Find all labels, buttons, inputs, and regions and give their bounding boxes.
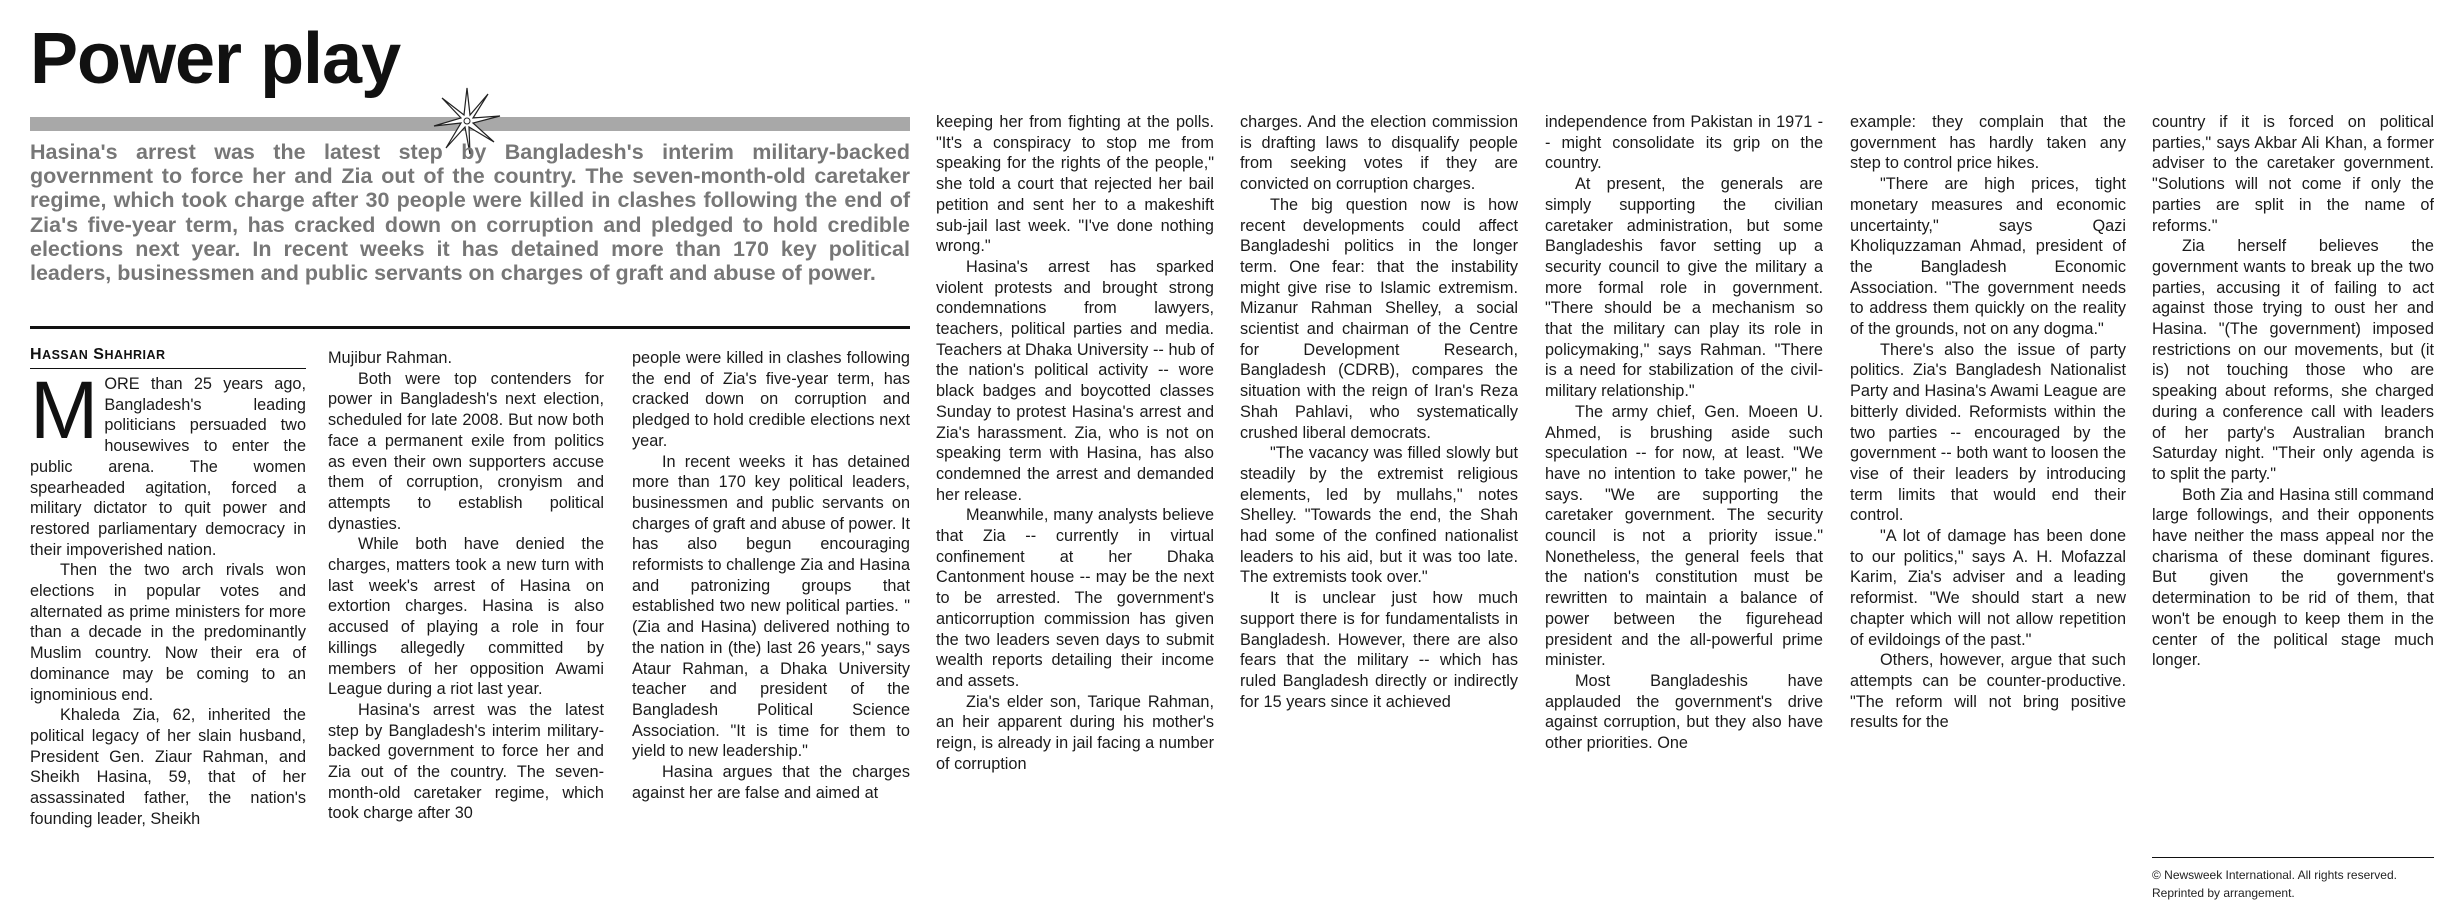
copyright-line: © Newsweek International. All rights reserved. xyxy=(2152,868,2397,882)
paragraph: country if it is forced on political parties," says Akbar Ali Khan, a former adviser to the caretaker government. "Solutions will not come if only the parties are split in the name of reforms." xyxy=(2152,113,2434,235)
article-column-2 xyxy=(328,348,604,914)
paragraph: The army chief, Gen. Moeen U. Ahmed, is brushing aside such speculation -- for now, at least. "We have no intention to take power," he says. "We are supporting the caretaker government. The security council is not a priority issue." Nonetheless, the general feels that the nation's constitution must be rewritten to maintain a balance of power between the figurehead president and the all-powerful prime minister. xyxy=(1545,402,1823,670)
paragraph: Hasina's arrest was the latest step by Bangladesh's interim military-backed government to force her and Zia out of the country. The seven-month-old caretaker regime, which took charge after 30 xyxy=(328,700,604,823)
article-column-3 xyxy=(632,348,910,914)
copyright-notice xyxy=(2152,857,2434,902)
paragraph: people were killed in clashes following the end of Zia's five-year term, has cracked down on corruption and pledged to hold credible elections next year. xyxy=(632,349,910,450)
paragraph: At present, the generals are simply supporting the civilian caretaker administration, but some Bangladeshis favor setting up a security council to give the military a more formal role in government. "There should be a mechanism so that the military can play its role in policymaking," says Rahman. "There is a need for stabilization of the civil-military relationship." xyxy=(1545,175,1823,401)
paragraph: independence from Pakistan in 1971 -- might consolidate its grip on the country. xyxy=(1545,113,1823,173)
paragraph: Others, however, argue that such attempts can be counter-productive. "The reform will not bring positive results for the xyxy=(1850,651,2126,732)
paragraph: Mujibur Rahman. xyxy=(328,349,452,367)
article-column-6 xyxy=(1545,112,1823,914)
paragraph: Zia's elder son, Tarique Rahman, an heir apparent during his mother's reign, is already in jail facing a number of corruption xyxy=(936,692,1214,773)
article-column-1 xyxy=(30,374,306,914)
paragraph: Both Zia and Hasina still command large followings, and their opponents have neither the mass appeal nor the charisma of these dominant figures. But given the government's determination to be rid of them, that won't be enough to keep them in the center of the political stage much longer. xyxy=(2152,485,2434,670)
paragraph: The big question now is how recent developments could affect Bangladeshi politics in the longer term. One fear: that the instability might give rise to Islamic extremism. Mizanur Rahman Shelley, a social scientist and chairman of the Centre for Development Research, Bangladesh (CDRB), compares the situation with the reign of Iran's Reza Shah Pahlavi, who systematically crushed liberal democrats. xyxy=(1240,195,1518,442)
paragraph: Hasina argues that the charges against her are false and aimed at xyxy=(632,763,910,802)
paragraph: MORE than 25 years ago, Bangladesh's leading politicians persuaded two housewives to enter the public arena. The women spearheaded agitation, forced a military dictator to quit power and restored parliamentary democracy in their impoverished nation. xyxy=(30,374,306,559)
article-column-8 xyxy=(2152,112,2434,852)
drop-cap: M xyxy=(30,374,99,456)
paragraph: "The vacancy was filled slowly but steadily by the extremist religious elements, led by mullahs," notes Shelley. "Towards the end, the Shah had some of the confined nationalist leaders to his aid, but it was too late. The extremists took over." xyxy=(1240,444,1518,587)
paragraph: Both were top contenders for power in Bangladesh's next election, scheduled for late 2008. But now both face a permanent exile from politics as even their own supporters accuse them of corruption, cronyism and attempts to establish political dynasties. xyxy=(328,369,604,533)
paragraph: example: they complain that the government has hardly taken any step to control price hikes. xyxy=(1850,113,2126,173)
reprint-line: Reprinted by arrangement. xyxy=(2152,886,2295,900)
article-deck: Hasina's arrest was the latest step by Bangladesh's interim military-backed government to force her and Zia out of the country. The seven-month-old caretaker regime, which took charge after 30 people were killed in clashes following the end of Zia's five-year term, has cracked down on corruption and pledged to hold credible elections next year. In recent weeks it has detained more than 170 key political leaders, businessmen and public servants on charges of graft and abuse of power. xyxy=(30,140,910,286)
paragraph: Khaleda Zia, 62, inherited the political legacy of her slain husband, President Gen. Ziaur Rahman, and Sheikh Hasina, 59, that of her assassinated father, the nation's founding leader, Sheikh xyxy=(30,706,306,828)
paragraph: While both have denied the charges, matters took a new turn with last week's arrest of Hasina on extortion charges. Hasina is also accused of playing a role in four killings allegedly committed by members of her opposition Awami League during a riot last year. xyxy=(328,535,604,699)
paragraph: There's also the issue of party politics. Zia's Bangladesh Nationalist Party and Hasina's Awami League are bitterly divided. Reformists within the two parties -- encouraged by the government -- both want to loosen the vise of their leaders by introducing term limits that would end their control. xyxy=(1850,340,2126,525)
paragraph: Most Bangladeshis have applauded the government's drive against corruption, but they also have other priorities. One xyxy=(1545,671,1823,753)
byline: HASSAN SHAHRIAR xyxy=(30,345,306,369)
paragraph: Hasina's arrest has sparked violent protests and brought strong condemnations from lawyers, teachers, political parties and media. Teachers at Dhaka University -- hub of the nation's political activity -- wore black badges and boycotted classes Sunday to protest Hasina's arrest and Zia's harassment. Zia, who is not on speaking term with Hasina, has also condemned the arrest and demanded her release. xyxy=(936,257,1214,504)
deck-rule xyxy=(30,326,910,329)
paragraph: "A lot of damage has been done to our politics," says A. H. Mofazzal Karim, Zia's adviser and a leading reformist. "We should start a new chapter which will not allow repetition of evildoings of the past." xyxy=(1850,527,2126,649)
article-column-5 xyxy=(1240,112,1518,914)
paragraph: Then the two arch rivals won elections in popular votes and alternated as prime ministers for more than a decade in the predominantly Muslim country. Now their era of dominance may be coming to an ignominious end. xyxy=(30,561,306,704)
article-column-4 xyxy=(936,112,1214,914)
article-headline: Power play xyxy=(30,19,401,99)
article-column-7 xyxy=(1850,112,2126,914)
paragraph: keeping her from fighting at the polls. "It's a conspiracy to stop me from speaking for the rights of the people," she told a court that rejected her bail petition and sent her to a makeshift sub-jail last week. "I've done nothing wrong." xyxy=(936,113,1214,256)
paragraph: Zia herself believes the government wants to break up the two parties, accusing it of failing to act against those trying to oust her and Hasina. "(The government) imposed restrictions on our movements, but (it is) not touching those who are speaking about reforms, she charged during a conference call with leaders of her party's Australian branch Saturday night. "Their only agenda is to split the party." xyxy=(2152,237,2434,483)
paragraph: Meanwhile, many analysts believe that Zia -- currently in virtual confinement at her Dhaka Cantonment house -- may be the next to be arrested. The government's anticorruption commission has given the two leaders seven days to submit wealth reports detailing their income and assets. xyxy=(936,506,1214,690)
paragraph: It is unclear just how much support there is for fundamentalists in Bangladesh. However, there are also fears that the military -- which has ruled Bangladesh directly or indirectly for 15 years since it achieved xyxy=(1240,589,1518,711)
paragraph: charges. And the election commission is drafting laws to disqualify people from seeking votes if they are convicted on corruption charges. xyxy=(1240,113,1518,194)
paragraph: "There are high prices, tight monetary measures and economic uncertainty," says Qazi Kholiquzzaman Ahmad, president of the Bangladesh Economic Association. "The government needs to address them quickly on the reality of the grounds, not on any dogma." xyxy=(1850,175,2126,339)
paragraph: In recent weeks it has detained more than 170 key political leaders, businessmen and public servants on charges of graft and abuse of power. It has also begun encouraging reformists to challenge Zia and Hasina and patronizing groups that established two new political parties. "(Zia and Hasina) delivered nothing to the nation in (the) last 26 years," says Ataur Rahman, a Dhaka University teacher and president of the Bangladesh Political Science Association. "It is time for them to yield to new leadership." xyxy=(632,452,910,761)
